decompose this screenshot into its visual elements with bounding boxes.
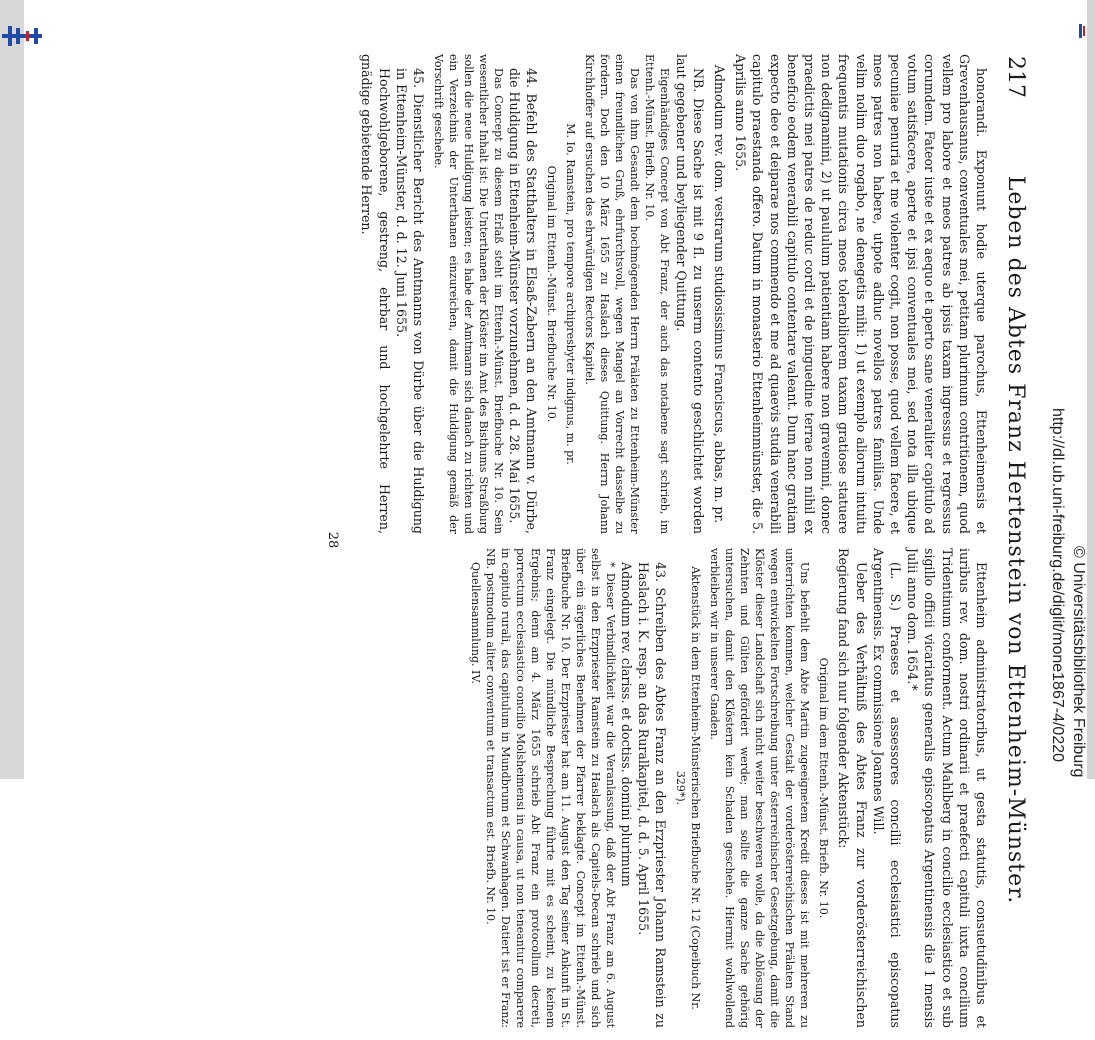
item-43-salutation: Admodum rev. clariss. et doctiss. domini plurimum <box>618 562 634 887</box>
scanned-page <box>310 40 1030 1040</box>
right-column <box>468 548 990 1028</box>
regime-text: Uns befiehlt dem Abte Martin zugeeignetem Kredit dieses ist mit mehreren zu unterrichten kommen, welcher Gestalt der vorderösterreichischen Prälaten Stand wegen entwickelten Fortschreibung unter österreichischer Gesetzgebung, damit die Klöster dieser Landschaft sich nicht weiter beschweren wolle, da die Ablösung der Zehnten und Gülten gefördert werde; man sollte die ganze Sache gehörig untersuchen, damit den Klöstern kein Schaden geschehe. Hiermit wohlwollend verbleiben wir in unserer Gnaden. <box>708 548 812 1028</box>
regime-source: Original im dem Ettenh.-Münst. Briefb. Nr. 10. <box>817 657 831 919</box>
viewer-sidebar <box>0 0 24 779</box>
concept-note: Eigenhändiges Concept von Abt Franz, der auch das notabene sagt schrieb, im Ettenh.-Münst. Briefb. Nr. 10. <box>643 54 672 534</box>
receipt-text: Das von ihm Gesandt dem hochmögenden Herrn Prälaten zu Ettenheim-Münster einen freundlichen Gruß, ehrfurchtsvoll, wegen Mangel an Vorrecht dasselbe zu fordern. Doch den 10 März 1655 zu Haslach dieses Quittung. Herrn Johann Kirchhoffer auf ersuchen des ehrwürdigen Rectors Kapitel. <box>583 54 642 534</box>
decree-seal: (L. S.) Praeses et assessores concilii ecclesiastici episcopatus Argentinensis. Ex commissione Joannes Will. <box>870 548 903 1028</box>
running-title: Leben des Abtes Franz Hertenstein von Ettenheim-Münster. <box>1003 175 1028 905</box>
regime-archive: Aktenstück in dem Ettenheim-Münsterischen Briefbuche Nr. 12 (Copeibuch Nr. 329*). <box>674 566 703 1010</box>
item-45-body: Hochwohlgeborene, gestreng, ehrbar und hochgelehrte Herren, gnädige gebietende Herren. <box>359 54 392 534</box>
receipt-signature: M. Io. Ramstein, pro tempore archipresbyter indignus, m. pr. <box>564 123 578 465</box>
regime-intro: Ueber des Verhältniß des Abtes Franz zur vorderösterreichischen Regierung fand sich nur folgender Aktenstück: <box>836 548 869 1028</box>
decree-text: Ettenheim administratoribus, ut gesta statutis, consuetudinibus et iuribus rev. dom. nostri ordinarii et praefecti capituli iuxta concilium Tridentinum conforment. Actum Mahlberg in concilio ecclesiastico et sub sigillo officii vicariatus generalis episcopatus Argentinensis die 1 mensis Julii anno dom. 1654.* <box>905 548 989 1028</box>
footer-source: Quellensammlung. IV. <box>468 562 482 684</box>
item-43-heading: 43. Schreiben des Abtes Franz an den Erzpriester Johann Ramstein zu Haslach i. K. resp. an das Ruralkapitel, d. d. 5. April 1655. <box>635 562 669 1028</box>
sheet-signature: 28 <box>325 531 340 549</box>
item-44-heading: 44. Befehl des Statthalters in Elsaß-Zabern an den Amtmann v. Dürbe, die Huldigung in Ettenheim-Münster vorzunehmen, d. d. 28. Mai 1655. <box>507 68 540 534</box>
letter-text: honorandi. Exponunt hodie uterque parochus, Ettenheimensis et Grevenhausanus, conventuales mei, petitam plurimum contritionem, quod vellem pro labore et meos patres ab ipsis taxam ingressus et regressus corumdem. Fateor iuste et ex aequo et aperto sane veneraliter capitulo ad votum satisfacere, aperte et ipsi conventuales mei, sed nota illa ubique pecuniae penuria et me violenter cogit, non posse, quod vellem facere, et meos patres non habere, utpote adhuc novellos patres familias. Unde velim nolim duo rogabo, ne denegetis mihi: 1) ut exemplo aliorum intuitu frequentis mutationis circa meos tolerabiliorem taxam gratiose statuere non dedignamini, 2) ut paululum patientiam habere non gravemini, donec praedictis mei patres de reduc cordi et de pinguedine terrae non nihil ex beneficio eodem venerabili capitulo contentare valeant. Dum hanc gratiam expecto deo et deiparae nos commendo et me ad quaevis studia venerabili capitulo praestanda offero. Datum in monasterio Ettenheimmünster, die 5. Aprilis anno 1655. <box>733 54 989 534</box>
source-url[interactable]: http://dl.ub.uni-freiburg.de/diglit/mone1867-4/0220 <box>1049 408 1066 763</box>
left-column <box>358 54 990 534</box>
nota-bene: NB. Diese Sache ist mit 9 fl. zu unserm contento geschlichtet worden laut gegebener und beyliegender Quittung. <box>673 54 706 534</box>
footnote: * Dieser Verbindlichkeit war die Veranlassung, daß der Abt Franz am 6. August selbst in den Erzpriester Ramstein zu Haslach als Capitels-Decan schrieb und sich über ein ärgerliches Benehmen der Pfarrer beklagte. Concept im Ettenh.-Münst. Briefbuche Nr. 10. Der Erzpriester hat am 11. August den Tag seiner Ankunft in St. Franz eingelegt. Die mündliche Besprechung führte mit es scheint, zu keinem Ergebnis; denn am 4. März 1655 schrieb Abt Franz ein protocollum decreti, porrectum ecclesiastico concilio Molsheimensi in causa, ut non teneantur comparere in capitulo rurali, das capitulum in Mundbrunn et Schwanhagen. Datiert ist er Franz: NB. postmodum aliter conventum et transactum est. Briefb. Nr. 10. <box>483 548 617 1028</box>
bookmark-icon <box>1077 24 1087 40</box>
page-number: 217 <box>1003 56 1028 98</box>
copyright-notice: © Universitätsbibliothek Freiburg <box>1070 546 1087 778</box>
item-44-body: Das Concept zu diesem Erlaß steht im Ettenh.-Münst. Briefbuche Nr. 10. Sein wesentlicher Inhalt ist: Die Unterthanen der Klöster im Amt des Bisthums Straßburg sollen die neue Huldigung leisten; es habe der Amtmann sich danach zu richten und ein Verzeichnis der Unterthanen einzureichen, damit die Huldigung gemäß der Vorschrift geschehe. <box>431 54 505 534</box>
item-45-heading: 45. Dienstlicher Bericht des Amtmanns von Dürbe über die Huldigung in Ettenheim-Münster, d. d. 12. Juni 1655. <box>393 68 426 534</box>
library-logo-icon <box>2 26 42 46</box>
receipt-source: Original im Ettenh.-Münst. Briefbuche Nr. 10. <box>545 165 559 423</box>
letter-signature: Admodum rev. dom. vestrarum studiosissimus Franciscus, abbas, m. pr. <box>711 64 727 524</box>
right-scroll-track[interactable] <box>1087 0 1095 779</box>
page-header <box>996 40 1030 1040</box>
